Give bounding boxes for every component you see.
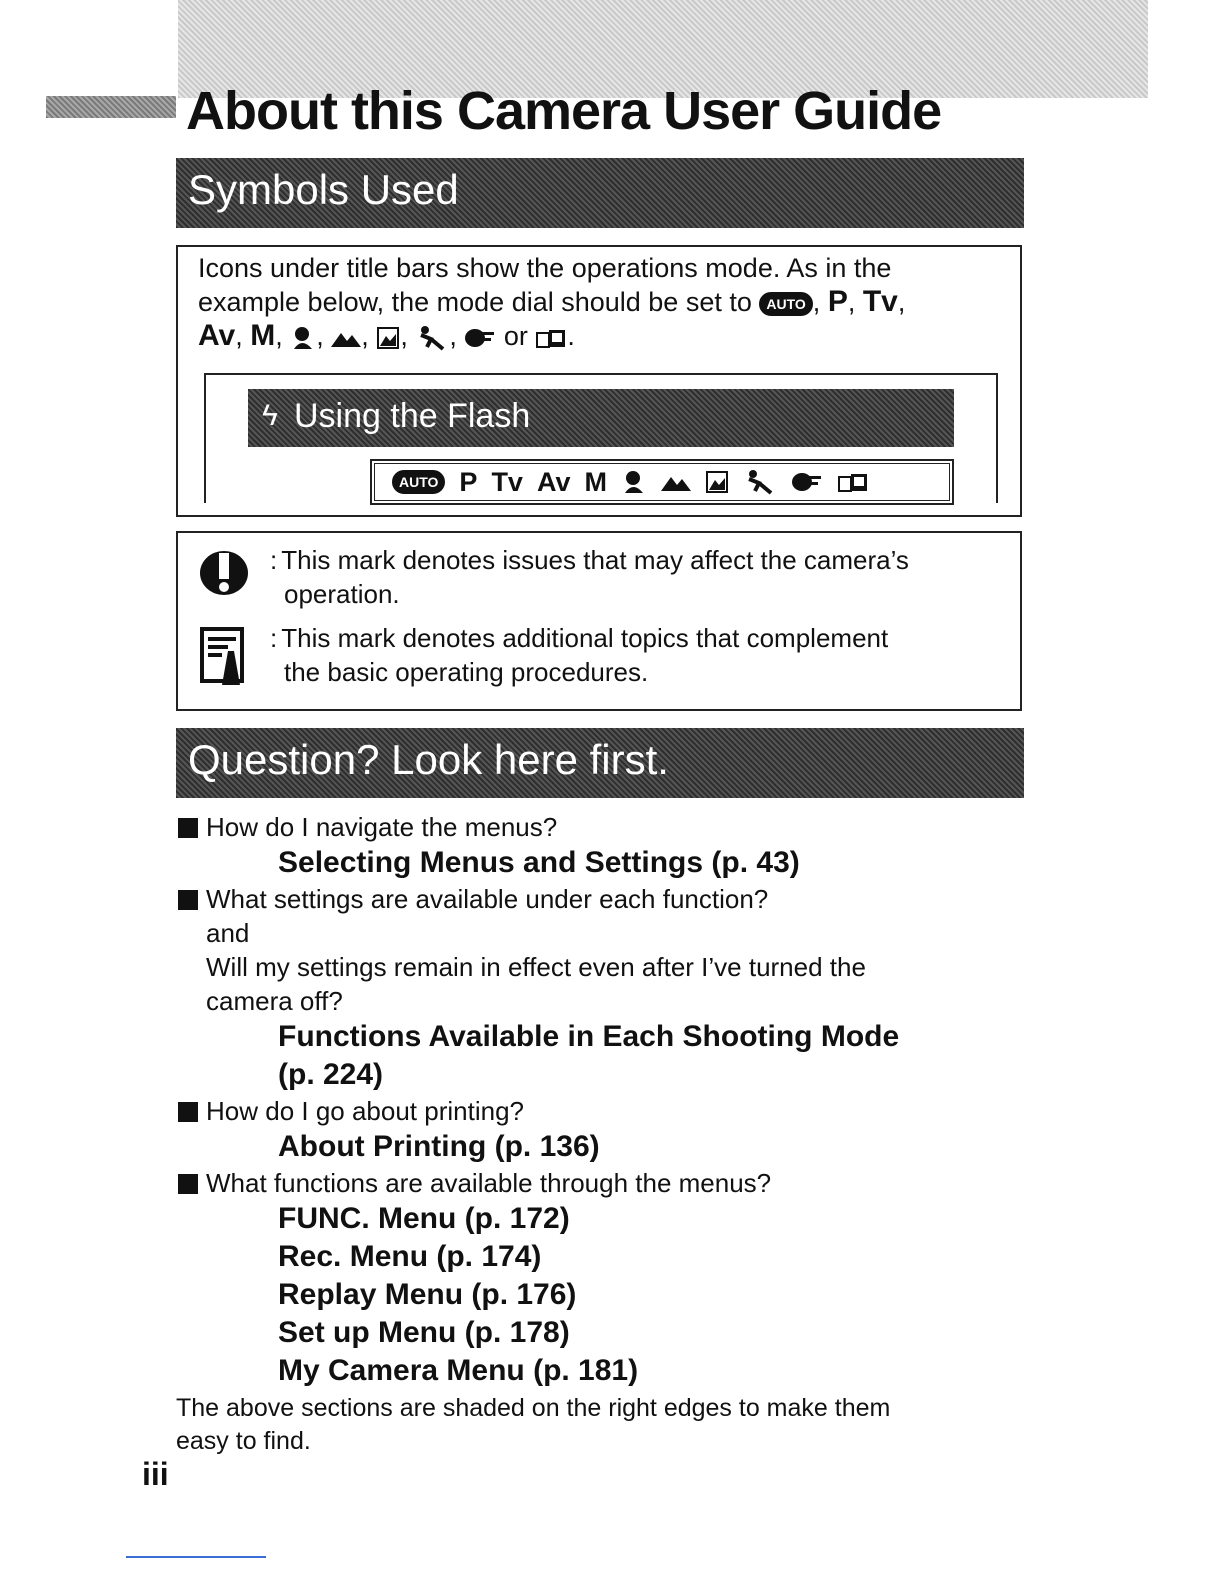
question-text: What settings are available under each function? [206, 884, 769, 914]
stitch-assist-mode-icon [837, 470, 869, 494]
faq-answer-link[interactable]: FUNC. Menu (p. 172) [278, 1202, 570, 1235]
intro-line-1: Icons under title bars show the operations mode. As in the [198, 253, 892, 283]
tip-line-2: the basic operating procedures. [284, 657, 649, 687]
caution-line-1: This mark denotes issues that may affect the camera’s [281, 545, 909, 575]
question-text: How do I go about printing? [206, 1096, 524, 1126]
faq-question-3 [176, 1094, 1036, 1128]
faq-question-2-and: and [206, 918, 250, 948]
mode-av: Av [536, 466, 571, 497]
page-title: About this Camera User Guide [186, 81, 942, 141]
section-bar-questions [176, 728, 1024, 798]
portrait-mode-icon [290, 325, 316, 351]
faq-answer-link[interactable]: My Camera Menu (p. 181) [278, 1354, 639, 1387]
faq-answer-link[interactable]: Set up Menu (p. 178) [278, 1316, 570, 1349]
faq-answer-link[interactable]: Replay Menu (p. 176) [278, 1278, 577, 1311]
section-title: Symbols Used [188, 166, 459, 213]
faq-question-2b-line1: Will my settings remain in effect even after I’ve turned the [206, 952, 866, 982]
footer-note [176, 1392, 1036, 1458]
footer-line-2: easy to find. [176, 1427, 311, 1455]
sports-mode-icon [415, 325, 449, 351]
bullet-icon [178, 890, 198, 910]
tip-note: : This mark denotes additional topics that complement the basic operating procedures. [270, 621, 1000, 689]
faq-question-2 [176, 882, 1036, 916]
notes-box [176, 531, 1022, 711]
intro-line-2-text: example below, the mode dial should be set to [198, 287, 752, 317]
bottom-rule [126, 1556, 266, 1558]
example-frame [204, 373, 998, 503]
footer-line-1: The above sections are shaded on the right edges to make them [176, 1394, 891, 1422]
tv-mode-label: Tv [862, 285, 898, 318]
caution-note: : This mark denotes issues that may affect the camera’s operation. [270, 543, 1000, 611]
page-number: iii [142, 1456, 169, 1492]
night-scene-mode-icon [705, 470, 729, 494]
memo-icon [198, 625, 250, 689]
caution-icon [198, 547, 250, 599]
special-scene-mode-icon [791, 471, 823, 493]
portrait-mode-icon [621, 469, 647, 495]
mode-p: P [459, 466, 478, 497]
m-mode-label: M [250, 319, 276, 352]
special-scene-mode-icon [464, 327, 496, 349]
flash-icon: ϟ [262, 399, 278, 432]
section-bar-symbols [176, 158, 1024, 228]
flash-title-bar [248, 389, 954, 447]
intro-line-3: Av, M, , , , , or . [198, 319, 575, 352]
faq-question-4 [176, 1166, 1036, 1200]
p-mode-label: P [827, 285, 848, 318]
av-mode-label: Av [198, 319, 236, 352]
faq-question-1 [176, 810, 1036, 844]
night-scene-mode-icon [376, 326, 400, 350]
intro-line-2: example below, the mode dial should be set to AUTO , P, Tv, [198, 285, 906, 318]
bullet-icon [178, 818, 198, 838]
mode-m: M [584, 466, 607, 497]
bullet-icon [178, 1174, 198, 1194]
landscape-mode-icon [331, 327, 361, 349]
landscape-mode-icon [661, 471, 691, 493]
mode-auto: AUTO [392, 470, 445, 494]
sports-mode-icon [743, 469, 777, 495]
symbols-box [176, 245, 1022, 517]
caution-line-2: operation. [284, 579, 400, 609]
mode-tv: Tv [491, 466, 523, 497]
question-text: How do I navigate the menus? [206, 812, 558, 842]
faq-list [176, 810, 1036, 1390]
tip-line-1: This mark denotes additional topics that complement [281, 623, 889, 653]
faq-question-2b-line2: camera off? [206, 986, 343, 1016]
modes-row [370, 459, 954, 505]
faq-answer-page[interactable]: (p. 224) [278, 1058, 384, 1091]
stitch-assist-mode-icon [535, 326, 567, 350]
flash-title: Using the Flash [294, 397, 531, 435]
faq-answer-link[interactable]: Selecting Menus and Settings (p. 43) [278, 846, 800, 879]
bullet-icon [178, 1102, 198, 1122]
faq-answer-link[interactable]: About Printing (p. 136) [278, 1130, 600, 1163]
title-accent-bar [46, 96, 176, 118]
auto-mode-icon: AUTO [759, 292, 812, 316]
section-title: Question? Look here first. [188, 736, 669, 783]
faq-answer-link[interactable]: Rec. Menu (p. 174) [278, 1240, 542, 1273]
question-text: What functions are available through the menus? [206, 1168, 772, 1198]
or-text: or [503, 321, 528, 351]
faq-answer-link[interactable]: Functions Available in Each Shooting Mode [278, 1020, 900, 1053]
intro-text [198, 251, 998, 353]
